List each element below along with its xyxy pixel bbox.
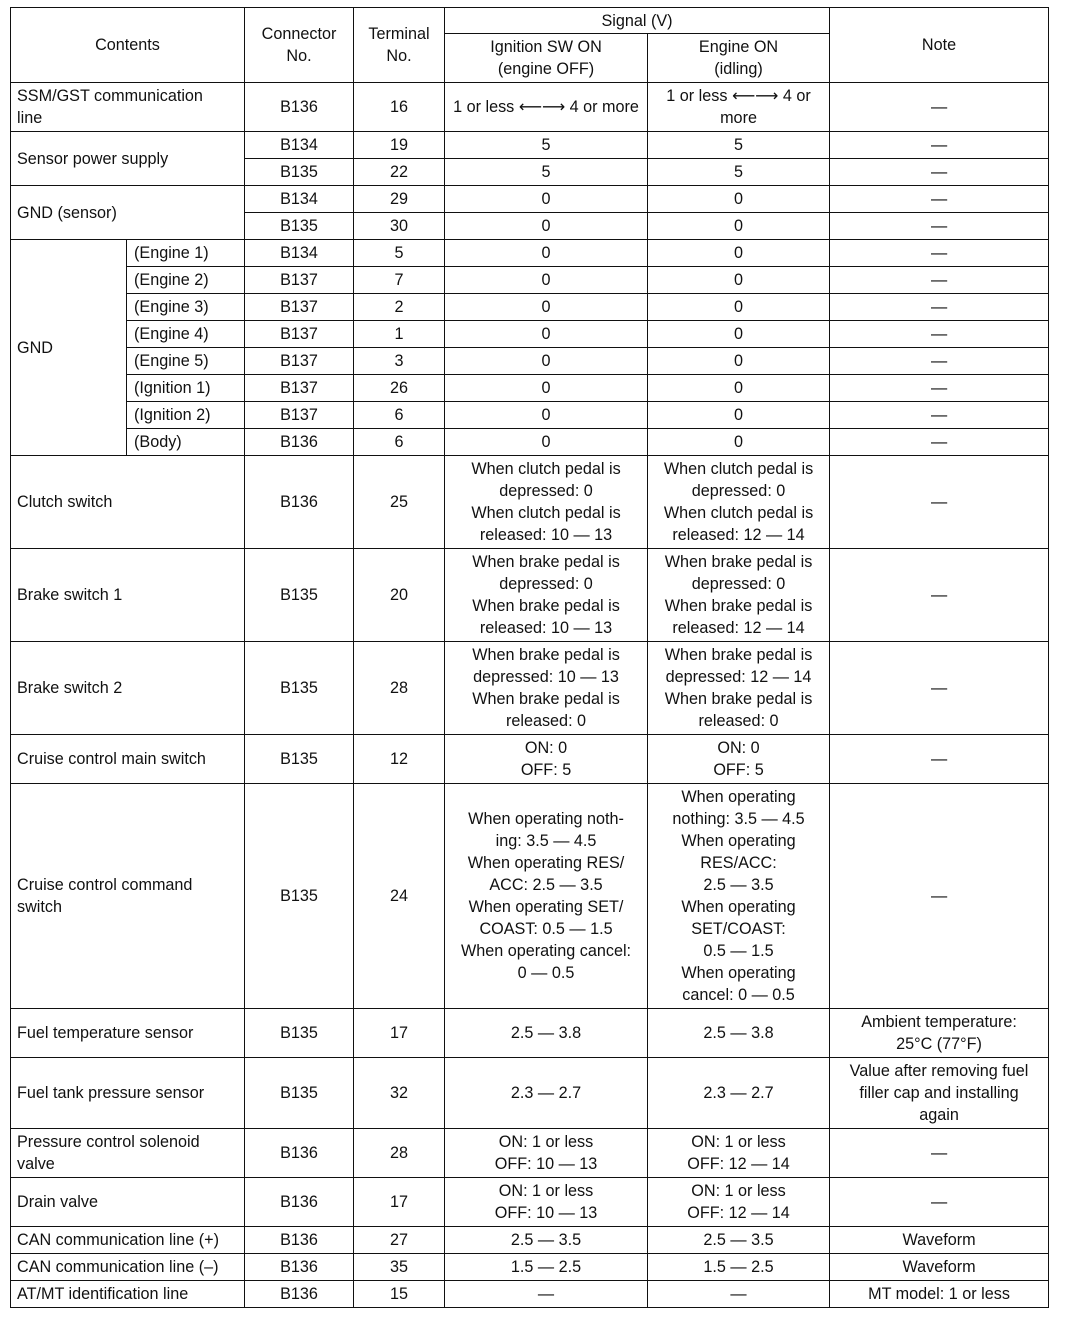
table-row [11,1058,1049,1129]
connector-cell: B135 [245,642,354,735]
note-cell: — [830,267,1049,294]
ignition-signal-cell: 0 [445,375,648,402]
ignition-signal-cell: 5 [445,159,648,186]
ignition-signal-cell: 0 [445,321,648,348]
engine-signal-cell: 2.5 — 3.8 [648,1009,830,1058]
note-cell: — [830,735,1049,784]
engine-signal-cell: ON: 1 or less OFF: 12 — 14 [648,1178,830,1227]
signal-table [10,7,1049,1308]
note-cell: — [830,642,1049,735]
sub-label: (Body) [127,429,245,456]
row-label: Cruise control command switch [11,784,245,1009]
table-row [11,1009,1049,1058]
connector-cell: B135 [245,1058,354,1129]
note-cell: MT model: 1 or less [830,1281,1049,1308]
sub-label: (Engine 4) [127,321,245,348]
table-row [11,1281,1049,1308]
terminal-cell: 20 [354,549,445,642]
row-label: AT/MT identification line [11,1281,245,1308]
engine-signal-cell: 5 [648,132,830,159]
note-cell: — [830,321,1049,348]
terminal-cell: 15 [354,1281,445,1308]
engine-signal-cell: — [648,1281,830,1308]
connector-cell: B137 [245,402,354,429]
connector-cell: B134 [245,240,354,267]
engine-signal-cell: 0 [648,186,830,213]
terminal-cell: 3 [354,348,445,375]
engine-signal-cell: ON: 1 or less OFF: 12 — 14 [648,1129,830,1178]
note-cell: Value after removing fuel filler cap and installing again [830,1058,1049,1129]
note-cell: — [830,186,1049,213]
note-cell: — [830,213,1049,240]
note-cell: — [830,1129,1049,1178]
sub-label: (Ignition 2) [127,402,245,429]
connector-cell: B136 [245,1178,354,1227]
sub-label: (Engine 1) [127,240,245,267]
connector-cell: B137 [245,321,354,348]
engine-signal-cell: When brake pedal is depressed: 12 — 14 When brake pedal is released: 0 [648,642,830,735]
row-label: Clutch switch [11,456,245,549]
connector-cell: B136 [245,1254,354,1281]
connector-cell: B134 [245,186,354,213]
note-cell: — [830,132,1049,159]
terminal-cell: 28 [354,642,445,735]
connector-cell: B136 [245,456,354,549]
sub-label: (Engine 2) [127,267,245,294]
table-row [11,549,1049,642]
ignition-signal-cell: 0 [445,213,648,240]
table-row [11,735,1049,784]
terminal-cell: 26 [354,375,445,402]
ignition-signal-cell: — [445,1281,648,1308]
ignition-signal-cell: When brake pedal is depressed: 0 When brake pedal is released: 10 — 13 [445,549,648,642]
note-cell: — [830,784,1049,1009]
table-row [11,1254,1049,1281]
table-row [11,348,1049,375]
row-label: CAN communication line (–) [11,1254,245,1281]
ignition-signal-cell: 0 [445,240,648,267]
table-row [11,83,1049,132]
table-row [11,1227,1049,1254]
connector-cell: B136 [245,429,354,456]
terminal-cell: 5 [354,240,445,267]
engine-signal-cell: 0 [648,375,830,402]
row-label: SSM/GST communication line [11,83,245,132]
header-signal: Signal (V) [445,8,830,34]
header-engine-on: Engine ON (idling) [648,34,830,83]
connector-cell: B136 [245,1227,354,1254]
note-cell: — [830,294,1049,321]
engine-signal-cell: 0 [648,240,830,267]
terminal-cell: 28 [354,1129,445,1178]
note-cell: — [830,348,1049,375]
engine-signal-cell: When operating nothing: 3.5 — 4.5 When operating RES/ACC: 2.5 — 3.5 When operating SET/COAST: 0.5 — 1.5 When operating cancel: 0 — 0.5 [648,784,830,1009]
note-cell: — [830,429,1049,456]
ignition-signal-cell: ON: 1 or less OFF: 10 — 13 [445,1129,648,1178]
connector-cell: B134 [245,132,354,159]
row-label: Drain valve [11,1178,245,1227]
ignition-signal-cell: When brake pedal is depressed: 10 — 13 When brake pedal is released: 0 [445,642,648,735]
ignition-signal-cell: 0 [445,186,648,213]
table-row [11,429,1049,456]
sub-label: (Engine 5) [127,348,245,375]
note-cell: Ambient temperature: 25°C (77°F) [830,1009,1049,1058]
engine-signal-cell: 1.5 — 2.5 [648,1254,830,1281]
row-label: Cruise control main switch [11,735,245,784]
connector-cell: B136 [245,1129,354,1178]
engine-signal-cell: ON: 0 OFF: 5 [648,735,830,784]
connector-cell: B137 [245,375,354,402]
terminal-cell: 32 [354,1058,445,1129]
header-contents: Contents [11,8,245,83]
terminal-cell: 24 [354,784,445,1009]
header-ignition-sw-on: Ignition SW ON (engine OFF) [445,34,648,83]
row-label: GND (sensor) [11,186,245,240]
header-connector: Connector No. [245,8,354,83]
terminal-cell: 6 [354,429,445,456]
row-label: Fuel tank pressure sensor [11,1058,245,1129]
ignition-signal-cell: ON: 0 OFF: 5 [445,735,648,784]
table-row [11,240,1049,267]
terminal-cell: 16 [354,83,445,132]
row-label: Brake switch 2 [11,642,245,735]
header-terminal: Terminal No. [354,8,445,83]
sub-label: (Engine 3) [127,294,245,321]
ignition-signal-cell: 0 [445,348,648,375]
ignition-signal-cell: 0 [445,294,648,321]
note-cell: — [830,240,1049,267]
ignition-signal-cell: 5 [445,132,648,159]
engine-signal-cell: 2.5 — 3.5 [648,1227,830,1254]
sub-label: (Ignition 1) [127,375,245,402]
table-row [11,1129,1049,1178]
connector-cell: B136 [245,1281,354,1308]
ignition-signal-cell: 0 [445,267,648,294]
ignition-signal-cell: 0 [445,402,648,429]
engine-signal-cell: 0 [648,294,830,321]
terminal-cell: 1 [354,321,445,348]
header-note: Note [830,8,1049,83]
terminal-cell: 22 [354,159,445,186]
table-row [11,375,1049,402]
connector-cell: B135 [245,549,354,642]
terminal-cell: 19 [354,132,445,159]
connector-cell: B135 [245,784,354,1009]
terminal-cell: 2 [354,294,445,321]
connector-cell: B135 [245,159,354,186]
engine-signal-cell: 0 [648,267,830,294]
table-row [11,321,1049,348]
ignition-signal-cell: 2.5 — 3.5 [445,1227,648,1254]
engine-signal-cell: 0 [648,348,830,375]
row-label: CAN communication line (+) [11,1227,245,1254]
engine-signal-cell: 0 [648,213,830,240]
ignition-signal-cell: When clutch pedal is depressed: 0 When clutch pedal is released: 10 — 13 [445,456,648,549]
connector-cell: B135 [245,213,354,240]
connector-cell: B135 [245,735,354,784]
row-label: Pressure control solenoid valve [11,1129,245,1178]
ignition-signal-cell: 2.5 — 3.8 [445,1009,648,1058]
engine-signal-cell: 0 [648,429,830,456]
row-label: Brake switch 1 [11,549,245,642]
terminal-cell: 29 [354,186,445,213]
ignition-signal-cell: 1.5 — 2.5 [445,1254,648,1281]
table-row [11,1178,1049,1227]
table-row [11,642,1049,735]
engine-signal-cell: When brake pedal is depressed: 0 When brake pedal is released: 12 — 14 [648,549,830,642]
table-row [11,402,1049,429]
terminal-cell: 7 [354,267,445,294]
row-label: Sensor power supply [11,132,245,186]
ignition-signal-cell: ON: 1 or less OFF: 10 — 13 [445,1178,648,1227]
note-cell: — [830,159,1049,186]
note-cell: Waveform [830,1227,1049,1254]
engine-signal-cell: 5 [648,159,830,186]
note-cell: — [830,375,1049,402]
row-label: GND [11,240,127,456]
terminal-cell: 12 [354,735,445,784]
note-cell: — [830,549,1049,642]
terminal-cell: 35 [354,1254,445,1281]
row-label: Fuel temperature sensor [11,1009,245,1058]
connector-cell: B137 [245,348,354,375]
connector-cell: B137 [245,294,354,321]
table-row [11,294,1049,321]
ignition-signal-cell: 1 or less ⟵⟶ 4 or more [445,83,648,132]
note-cell: — [830,402,1049,429]
terminal-cell: 17 [354,1178,445,1227]
connector-cell: B136 [245,83,354,132]
note-cell: — [830,1178,1049,1227]
note-cell: — [830,83,1049,132]
engine-signal-cell: When clutch pedal is depressed: 0 When clutch pedal is released: 12 — 14 [648,456,830,549]
table-row [11,186,1049,213]
terminal-cell: 6 [354,402,445,429]
engine-signal-cell: 2.3 — 2.7 [648,1058,830,1129]
connector-cell: B137 [245,267,354,294]
note-cell: — [830,456,1049,549]
table-row [11,132,1049,159]
engine-signal-cell: 1 or less ⟵⟶ 4 or more [648,83,830,132]
terminal-cell: 25 [354,456,445,549]
note-cell: Waveform [830,1254,1049,1281]
connector-cell: B135 [245,1009,354,1058]
ignition-signal-cell: 0 [445,429,648,456]
table-row [11,784,1049,1009]
table-row [11,456,1049,549]
terminal-cell: 17 [354,1009,445,1058]
ignition-signal-cell: When operating noth- ing: 3.5 — 4.5 When operating RES/ ACC: 2.5 — 3.5 When operating SET/ COAST: 0.5 — 1.5 When operating cancel: 0 — 0.5 [445,784,648,1009]
engine-signal-cell: 0 [648,321,830,348]
ignition-signal-cell: 2.3 — 2.7 [445,1058,648,1129]
terminal-cell: 27 [354,1227,445,1254]
terminal-cell: 30 [354,213,445,240]
engine-signal-cell: 0 [648,402,830,429]
table-row [11,267,1049,294]
